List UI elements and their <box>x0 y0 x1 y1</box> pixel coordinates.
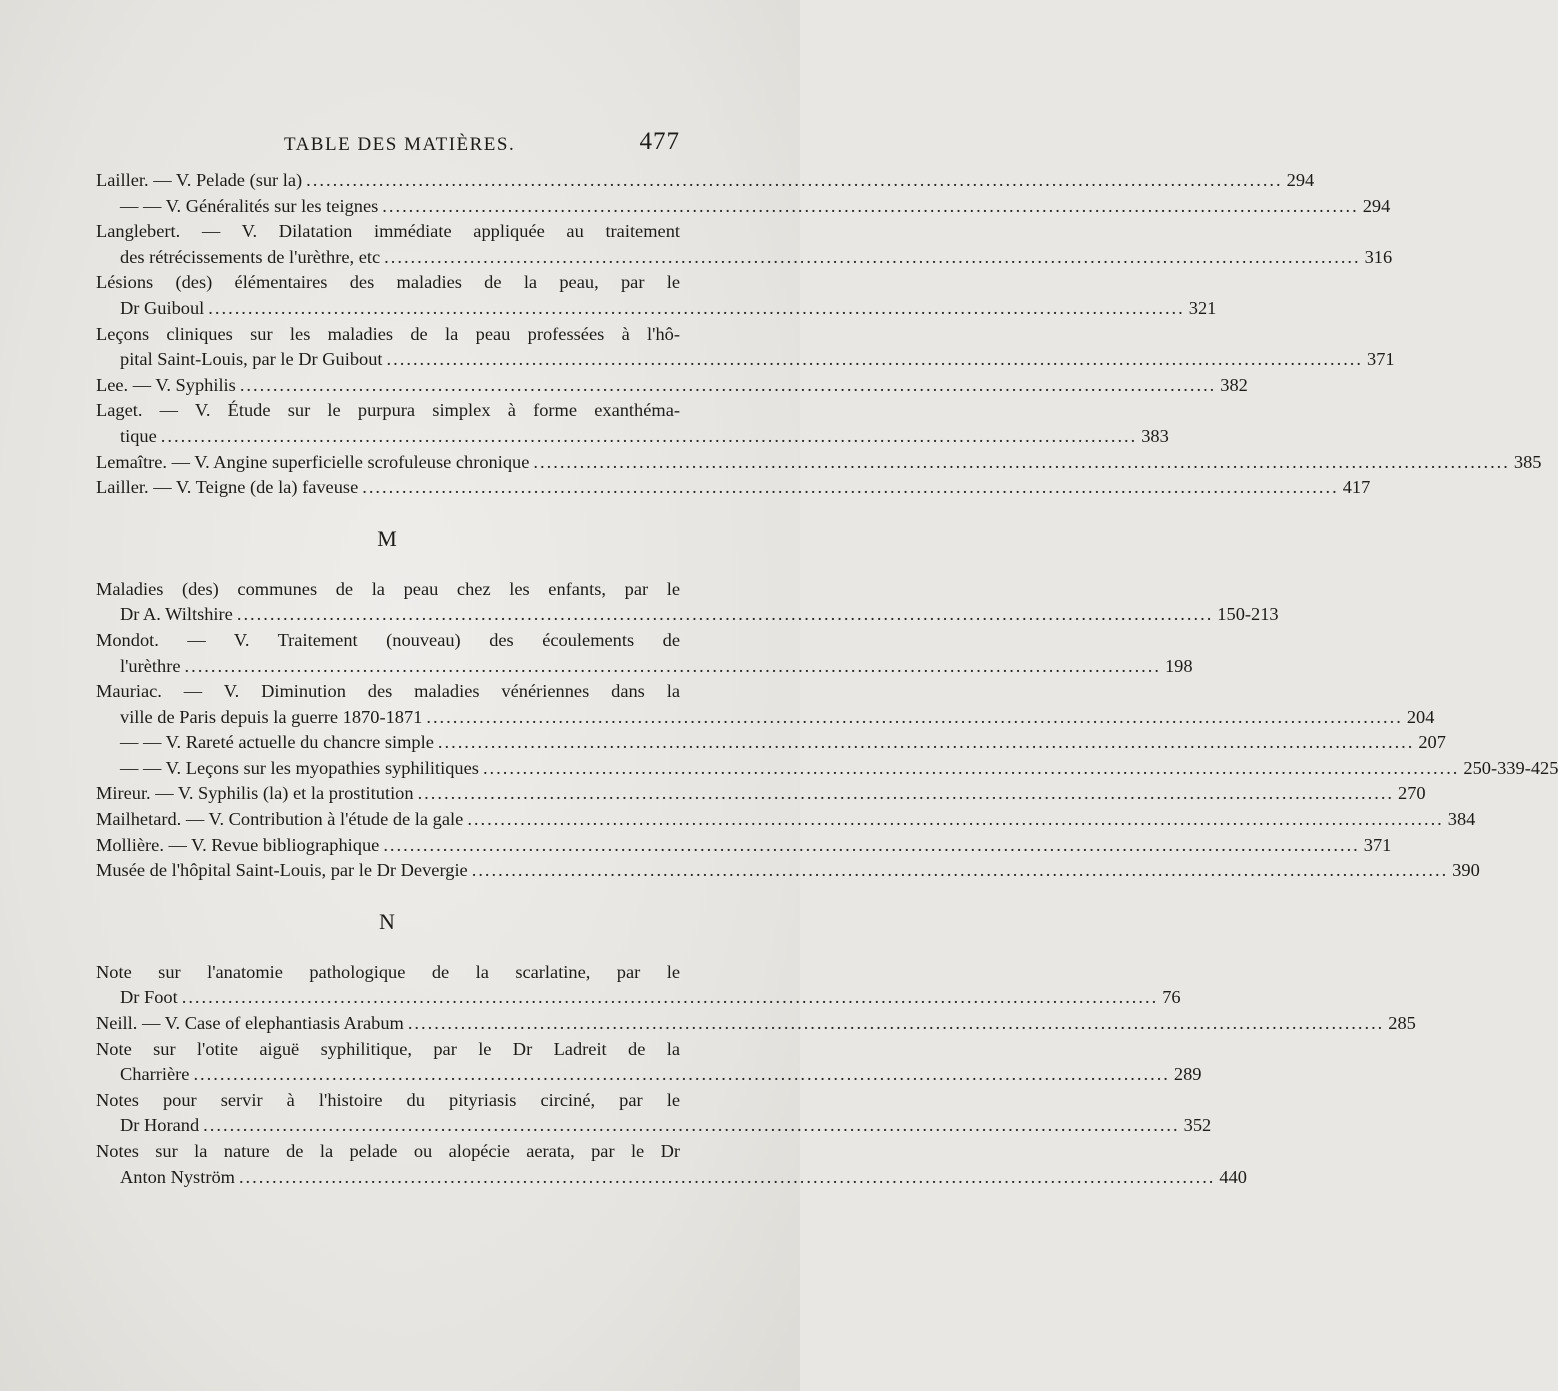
entry-page-number: 270 <box>1398 783 1426 804</box>
toc-entry-line <box>96 296 1217 322</box>
entry-title: — — V. Généralités sur les teignes <box>120 195 379 216</box>
toc-entry-line <box>96 833 1392 859</box>
toc-entry-line <box>96 807 1476 833</box>
entry-page-number: 204 <box>1406 706 1435 727</box>
header-title: TABLE DES MATIÈRES. <box>284 134 516 155</box>
entry-page-number: 150-213 <box>1217 604 1279 625</box>
toc-entry-line <box>96 475 1371 501</box>
dot-leader <box>208 296 1184 322</box>
entry-title: Musée de l'hôpital Saint-Louis, par le Dr Devergie <box>96 860 468 881</box>
toc-entry-line <box>96 424 1169 450</box>
toc-entry-line: Laget. — V. Étude sur le purpura simplex à forme exanthéma- <box>96 400 680 421</box>
entry-page-number: 289 <box>1173 1064 1202 1085</box>
toc-entry-line: Langlebert. — V. Dilatation immédiate appliquée au traitement <box>96 221 680 242</box>
entry-title: Lemaître. — V. Angine superficielle scrofuleuse chronique <box>96 451 530 472</box>
page-number: 477 <box>639 128 680 155</box>
toc-entry-line: Notes pour servir à l'histoire du pityriasis circiné, par le <box>96 1089 680 1110</box>
toc-entry-line <box>96 194 1391 220</box>
entry-title: Lee. — V. Syphilis <box>96 374 236 395</box>
dot-leader <box>239 1165 1215 1191</box>
dot-leader <box>383 833 1359 859</box>
toc-entry-line <box>96 1113 1212 1139</box>
entry-title: — — V. Rareté actuelle du chancre simple <box>120 732 434 753</box>
toc-entry-line: Notes sur la nature de la pelade ou alopécie aerata, par le Dr <box>96 1141 680 1161</box>
dot-leader <box>426 705 1402 731</box>
toc-entry-line <box>96 1062 1202 1088</box>
dot-leader <box>384 245 1360 271</box>
entry-title: ville de Paris depuis la guerre 1870-1871 <box>120 706 423 727</box>
toc-entry-line <box>96 602 1279 628</box>
toc-entry-line: Note sur l'anatomie pathologique de la scarlatine, par le <box>96 961 680 982</box>
entry-title: Lailler. — V. Teigne (de la) faveuse <box>96 477 359 498</box>
toc-entry-line: Maladies (des) communes de la peau chez les enfants, par le <box>96 578 680 599</box>
entry-title: tique <box>120 425 157 446</box>
toc-entry-line <box>96 245 1393 271</box>
entry-title: Lailler. — V. Pelade (sur la) <box>96 170 303 190</box>
toc-entry-line: Leçons cliniques sur les maladies de la peau professées à l'hô- <box>96 323 680 344</box>
toc-entry-line <box>96 373 1248 399</box>
dot-leader <box>483 756 1459 782</box>
entry-page-number: 383 <box>1141 425 1169 446</box>
entry-title: Dr Horand <box>120 1115 200 1136</box>
entry-page-number: 294 <box>1286 170 1315 190</box>
entry-page-number: 321 <box>1188 297 1217 318</box>
dot-leader <box>362 475 1338 501</box>
dot-leader <box>185 654 1161 680</box>
entry-page-number: 385 <box>1513 451 1542 472</box>
entry-title: Anton Nyström <box>120 1166 235 1187</box>
toc-entry-line <box>96 756 1558 782</box>
toc-entry-line: Mondot. — V. Traitement (nouveau) des écoulements de <box>96 629 680 650</box>
dot-leader <box>533 450 1509 476</box>
entry-title: des rétrécissements de l'urèthre, etc <box>120 246 381 267</box>
dot-leader <box>203 1113 1179 1139</box>
dot-leader <box>418 781 1394 807</box>
entry-page-number: 390 <box>1452 860 1480 881</box>
entry-title: Neill. — V. Case of elephantiasis Arabum <box>96 1013 404 1034</box>
entry-title: Dr Guiboul <box>120 297 205 318</box>
toc-entry-line <box>96 450 1542 476</box>
dot-leader <box>182 985 1158 1011</box>
dot-leader <box>472 858 1448 884</box>
entry-title: Mollière. — V. Revue bibliographique <box>96 834 380 855</box>
entry-title: Charrière <box>120 1064 190 1085</box>
entry-page-number: 250-339-425 <box>1463 757 1558 778</box>
toc-entry-line <box>96 654 1193 680</box>
dot-leader <box>193 1062 1169 1088</box>
entry-page-number: 371 <box>1367 349 1395 370</box>
dot-leader <box>382 194 1358 220</box>
section-letter: M <box>377 525 399 551</box>
entry-title: Dr A. Wiltshire <box>120 604 233 625</box>
entry-title: pital Saint-Louis, par le Dr Guibout <box>120 349 383 370</box>
entry-title: — — V. Leçons sur les myopathies syphilitiques <box>120 757 479 778</box>
running-header <box>96 128 680 168</box>
dot-leader <box>161 424 1137 450</box>
toc-entry-line <box>96 781 1426 807</box>
entry-page-number: 352 <box>1183 1115 1212 1136</box>
toc-entry-line <box>96 705 1435 731</box>
entry-page-number: 316 <box>1364 246 1393 267</box>
entry-page-number: 440 <box>1219 1166 1247 1187</box>
entry-page-number: 417 <box>1342 477 1371 498</box>
entry-page-number: 207 <box>1418 732 1446 753</box>
dot-leader <box>408 1011 1384 1037</box>
toc-entry-line <box>96 858 1480 884</box>
toc-entry-line: Lésions (des) élémentaires des maladies de la peau, par le <box>96 272 680 293</box>
dot-leader <box>237 602 1213 628</box>
entry-page-number: 294 <box>1362 195 1391 216</box>
toc-entry-line <box>96 347 1395 373</box>
toc-entry-line <box>96 1165 1247 1191</box>
toc-entry-line: Mauriac. — V. Diminution des maladies vénériennes dans la <box>96 681 680 702</box>
entry-title: l'urèthre <box>120 655 181 676</box>
entry-page-number: 76 <box>1162 987 1181 1008</box>
dot-leader <box>467 807 1443 833</box>
section-letter: N <box>379 908 397 934</box>
entry-page-number: 285 <box>1388 1013 1416 1034</box>
entry-title: Mailhetard. — V. Contribution à l'étude de la gale <box>96 809 464 830</box>
toc-entry-line <box>96 985 1181 1011</box>
table-of-contents <box>96 168 1558 1190</box>
toc-entry-line <box>96 168 1315 194</box>
toc-entry-line <box>96 1011 1416 1037</box>
toc-entry-line: Note sur l'otite aiguë syphilitique, par le Dr Ladreit de la <box>96 1038 680 1059</box>
entry-page-number: 371 <box>1363 834 1392 855</box>
entry-page-number: 382 <box>1220 374 1248 395</box>
dot-leader <box>240 373 1216 399</box>
dot-leader <box>387 347 1363 373</box>
toc-entry-line <box>96 730 1446 756</box>
entry-title: Mireur. — V. Syphilis (la) et la prostitution <box>96 783 414 804</box>
entry-title: Dr Foot <box>120 987 178 1008</box>
dot-leader <box>306 168 1282 194</box>
entry-page-number: 198 <box>1164 655 1193 676</box>
dot-leader <box>438 730 1414 756</box>
entry-page-number: 384 <box>1447 809 1476 830</box>
